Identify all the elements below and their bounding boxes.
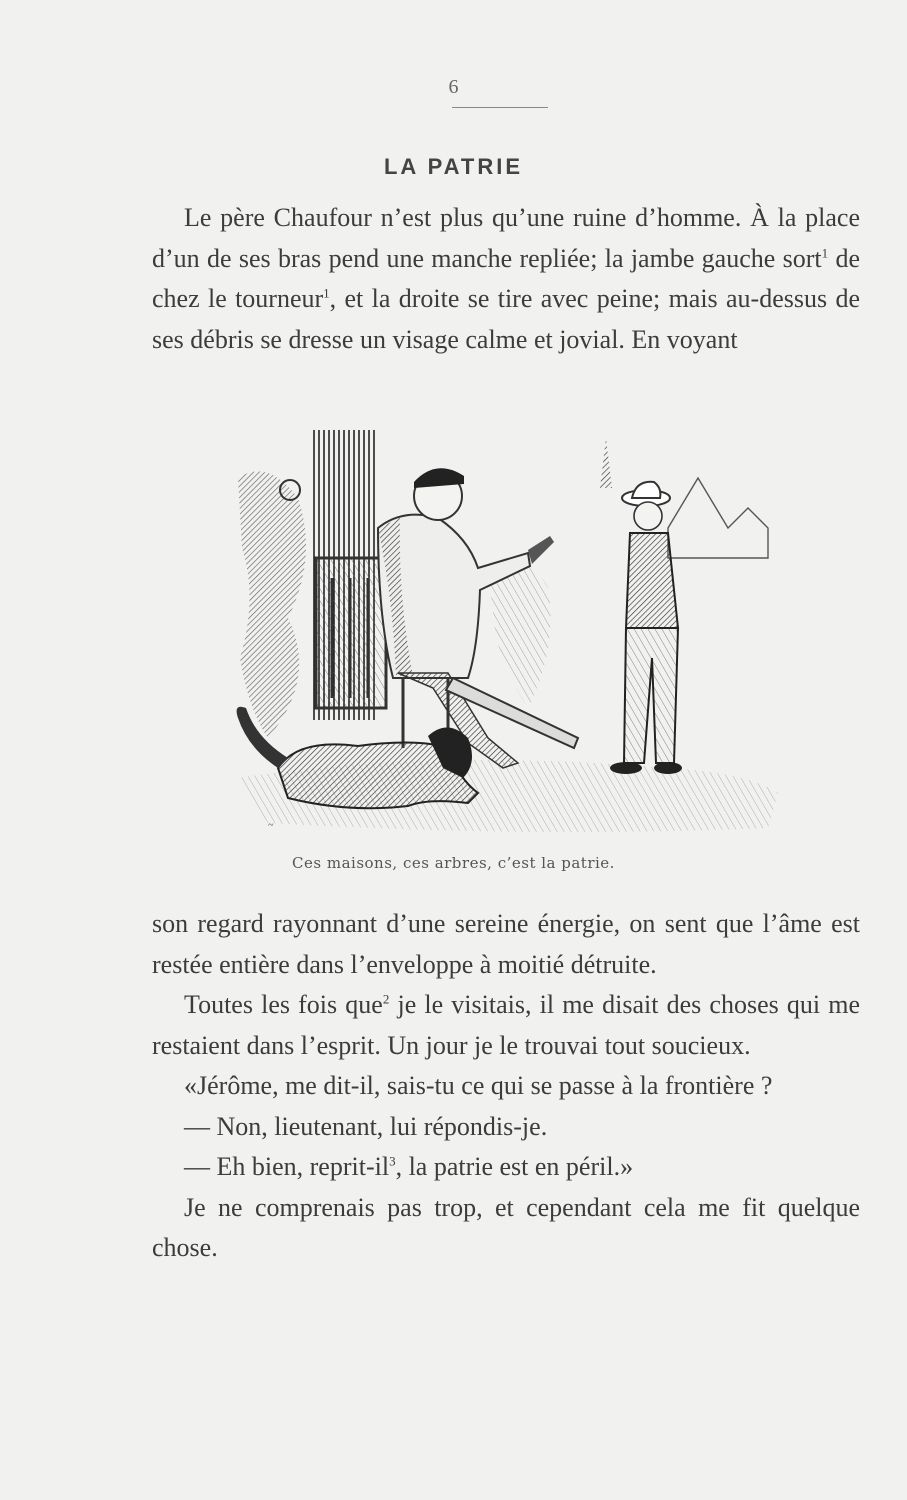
pointing-hand (528, 536, 554, 564)
paragraph-7: Je ne comprenais pas trop, et cependant cela me fit quelque chose. (152, 1192, 860, 1262)
paragraph-4: «Jérôme, me dit-il, sais-tu ce qui se passe à la frontière ? (184, 1071, 773, 1100)
engraver-signature-mark: ~ (268, 820, 274, 831)
paragraph-3-text-b: je le visitais, il me disait des choses qui me restaient dans l’esprit. Un jour je le trouvai tout soucieux. (152, 990, 861, 1060)
boy-shoe-left (610, 762, 642, 774)
paragraph-1-text-c: , et la droite se tire avec peine; mais au-dessus de ses débris se dresse un visage calme et jovial. En voyant (152, 284, 860, 354)
foliage-middle (488, 561, 551, 708)
paragraph-6-text-a: — Eh bien, reprit-il (184, 1152, 390, 1181)
paragraph-3 (152, 985, 860, 1066)
paragraph-3-text-a: Toutes les fois que (184, 990, 383, 1019)
boy-head (634, 502, 662, 530)
paragraph-6 (152, 1147, 860, 1188)
church-spire (600, 438, 612, 488)
boy-shoe-right (654, 762, 682, 774)
foliage-left (238, 471, 306, 738)
boy-trousers (624, 628, 678, 763)
text-block-bottom (152, 904, 860, 1269)
text-block-top (152, 198, 860, 360)
paragraph-1 (152, 198, 860, 360)
footnote-ref-3: 3 (389, 1153, 396, 1169)
paragraph-1-text-b: de chez le tourneur (152, 243, 861, 313)
paragraph-1-text-a: Le père Chaufour n’est plus qu’une ruine d’homme. À la place d’un de ses bras pend une manche repliée; la jambe gauche sort (152, 203, 860, 273)
footnote-ref-2: 2 (382, 991, 390, 1007)
chapter-title: LA PATRIE (383, 154, 524, 179)
boy-vest (626, 533, 678, 628)
distant-village (668, 478, 768, 558)
illustration-caption: Ces maisons, ces arbres, c’est la patrie. (292, 854, 615, 872)
footnote-ref-1: 1 (821, 244, 829, 260)
paragraph-6-text-b: , la patrie est en péril.» (395, 1152, 634, 1181)
page-number-rule (452, 107, 548, 108)
paragraph-5: — Non, lieutenant, lui répondis-je. (184, 1111, 548, 1141)
young-boy (610, 482, 682, 774)
paragraph-2: son regard rayonnant d’une sereine énergie, on sent que l’âme est restée entière dans l’enveloppe à moitié détruite. (152, 909, 860, 979)
page-number: 6 (448, 76, 459, 98)
footnote-ref-1b: 1 (323, 285, 330, 301)
boy-hat-crown (632, 482, 660, 498)
engraving-illustration (228, 418, 788, 838)
